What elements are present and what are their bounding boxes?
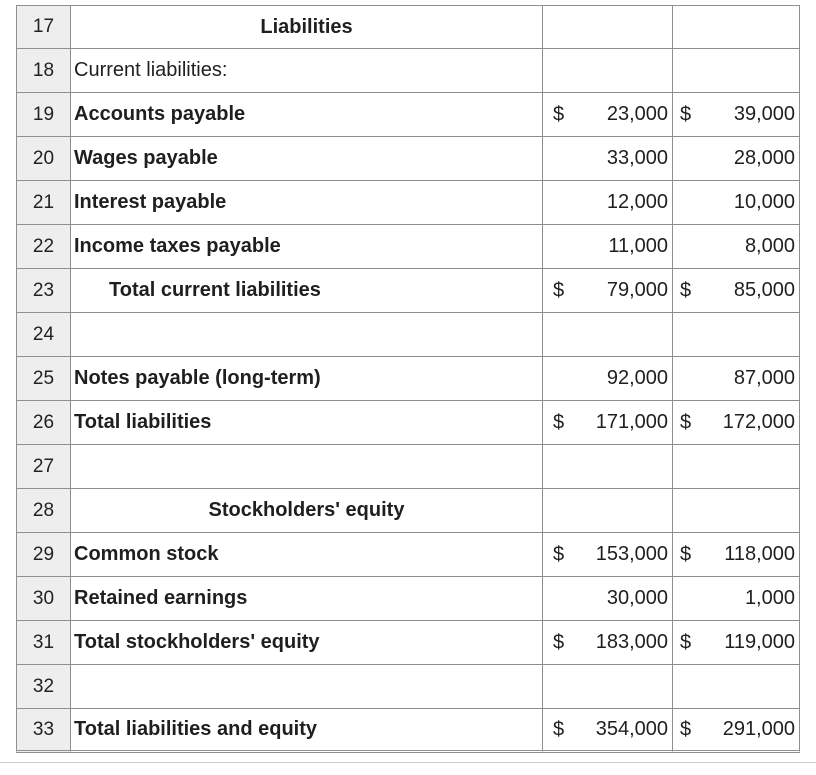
table-row: [16, 313, 800, 357]
table-row: [16, 225, 800, 269]
label-cell[interactable]: Wages payable: [71, 137, 543, 181]
cell-value: 1,000: [744, 587, 795, 609]
table-row: [16, 49, 800, 93]
value-cell[interactable]: [673, 665, 800, 709]
value-cell[interactable]: [543, 533, 673, 577]
value-cell[interactable]: [543, 137, 673, 181]
value-cell[interactable]: [673, 709, 800, 753]
row-number[interactable]: 29: [16, 533, 71, 577]
value-cell[interactable]: [673, 93, 800, 137]
currency-symbol: $: [553, 631, 565, 653]
cell-value: 10,000: [733, 191, 795, 213]
table-row: [16, 181, 800, 225]
value-cell[interactable]: [673, 225, 800, 269]
value-cell[interactable]: [673, 269, 800, 313]
label-cell[interactable]: Total liabilities and equity: [71, 709, 543, 753]
value-cell[interactable]: [673, 49, 800, 93]
row-number[interactable]: 23: [16, 269, 71, 313]
currency-symbol: $: [680, 543, 692, 565]
label-cell[interactable]: Interest payable: [71, 181, 543, 225]
label-cell[interactable]: Retained earnings: [71, 577, 543, 621]
row-number[interactable]: 19: [16, 93, 71, 137]
cell-value: 118,000: [724, 543, 795, 565]
label-cell[interactable]: Current liabilities:: [71, 49, 543, 93]
cell-value: 8,000: [744, 235, 795, 257]
cell-value: 39,000: [733, 103, 795, 125]
table-row: [16, 357, 800, 401]
cell-value: 153,000: [595, 543, 668, 565]
row-number[interactable]: 22: [16, 225, 71, 269]
value-cell[interactable]: [673, 181, 800, 225]
value-cell[interactable]: [543, 489, 673, 533]
spreadsheet-grid: [16, 5, 800, 753]
currency-symbol: $: [553, 279, 565, 301]
cell-value: 30,000: [606, 587, 668, 609]
row-number[interactable]: 18: [16, 49, 71, 93]
table-row: [16, 709, 800, 753]
label-cell[interactable]: Accounts payable: [71, 93, 543, 137]
cell-value: 183,000: [595, 631, 668, 653]
row-number[interactable]: 33: [16, 709, 71, 753]
currency-symbol: $: [553, 718, 565, 740]
label-cell[interactable]: Stockholders' equity: [71, 489, 543, 533]
row-number[interactable]: 28: [16, 489, 71, 533]
cell-value: 119,000: [724, 631, 795, 653]
currency-symbol: $: [680, 279, 692, 301]
table-row: [16, 665, 800, 709]
row-number[interactable]: 25: [16, 357, 71, 401]
value-cell[interactable]: [543, 401, 673, 445]
value-cell[interactable]: [543, 621, 673, 665]
label-cell[interactable]: Total liabilities: [71, 401, 543, 445]
cell-value: 92,000: [606, 367, 668, 389]
row-number[interactable]: 31: [16, 621, 71, 665]
label-cell[interactable]: Common stock: [71, 533, 543, 577]
row-number[interactable]: 26: [16, 401, 71, 445]
currency-symbol: $: [680, 631, 692, 653]
value-cell[interactable]: [543, 5, 673, 49]
currency-symbol: $: [680, 718, 692, 740]
value-cell[interactable]: [543, 93, 673, 137]
cell-value: 79,000: [606, 279, 668, 301]
cell-value: 33,000: [606, 147, 668, 169]
label-cell[interactable]: Liabilities: [71, 5, 543, 49]
currency-symbol: $: [680, 103, 692, 125]
value-cell[interactable]: [673, 137, 800, 181]
table-row: [16, 5, 800, 49]
cell-value: 87,000: [733, 367, 795, 389]
value-cell[interactable]: [543, 709, 673, 753]
table-row: [16, 93, 800, 137]
currency-symbol: $: [553, 411, 565, 433]
value-cell[interactable]: [673, 577, 800, 621]
currency-symbol: $: [680, 411, 692, 433]
row-number[interactable]: 27: [16, 445, 71, 489]
row-number[interactable]: 32: [16, 665, 71, 709]
label-cell[interactable]: [71, 665, 543, 709]
label-cell[interactable]: Total current liabilities: [71, 269, 543, 313]
value-cell[interactable]: [673, 533, 800, 577]
table-row: [16, 621, 800, 665]
value-cell[interactable]: [673, 313, 800, 357]
value-cell[interactable]: [543, 269, 673, 313]
divider: [0, 762, 816, 763]
label-cell[interactable]: Total stockholders' equity: [71, 621, 543, 665]
cell-value: 85,000: [733, 279, 795, 301]
table-row: [16, 401, 800, 445]
value-cell[interactable]: [543, 445, 673, 489]
cell-value: 28,000: [733, 147, 795, 169]
value-cell[interactable]: [543, 357, 673, 401]
row-number[interactable]: 20: [16, 137, 71, 181]
table-row: [16, 269, 800, 313]
currency-symbol: $: [553, 543, 565, 565]
row-number[interactable]: 21: [16, 181, 71, 225]
value-cell[interactable]: [673, 621, 800, 665]
cell-value: 171,000: [595, 411, 668, 433]
value-cell[interactable]: [673, 357, 800, 401]
row-number[interactable]: 24: [16, 313, 71, 357]
cell-value: 291,000: [722, 718, 795, 740]
table-row: [16, 445, 800, 489]
label-cell[interactable]: [71, 445, 543, 489]
cell-value: 354,000: [595, 718, 668, 740]
value-cell[interactable]: [673, 489, 800, 533]
cell-value: 11,000: [608, 235, 668, 257]
label-cell[interactable]: Income taxes payable: [71, 225, 543, 269]
table-row: [16, 577, 800, 621]
label-cell[interactable]: Notes payable (long-term): [71, 357, 543, 401]
value-cell[interactable]: [543, 665, 673, 709]
value-cell[interactable]: [673, 401, 800, 445]
value-cell[interactable]: [543, 49, 673, 93]
value-cell[interactable]: [673, 445, 800, 489]
value-cell[interactable]: [673, 5, 800, 49]
row-number[interactable]: 17: [16, 5, 71, 49]
label-cell[interactable]: [71, 313, 543, 357]
value-cell[interactable]: [543, 577, 673, 621]
cell-value: 172,000: [722, 411, 795, 433]
table-row: [16, 137, 800, 181]
value-cell[interactable]: [543, 313, 673, 357]
row-number[interactable]: 30: [16, 577, 71, 621]
cell-value: 23,000: [606, 103, 668, 125]
table-row: [16, 489, 800, 533]
value-cell[interactable]: [543, 225, 673, 269]
cell-value: 12,000: [606, 191, 668, 213]
value-cell[interactable]: [543, 181, 673, 225]
table-row: [16, 533, 800, 577]
currency-symbol: $: [553, 103, 565, 125]
